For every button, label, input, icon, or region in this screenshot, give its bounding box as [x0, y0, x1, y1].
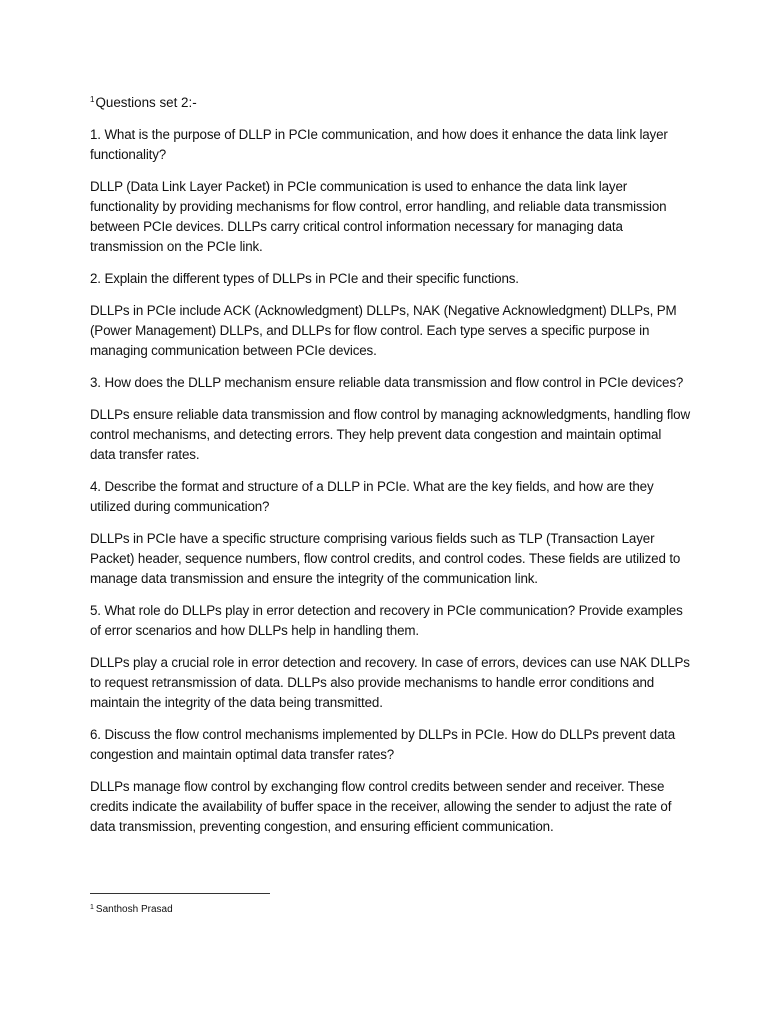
heading-text: Questions set 2:-: [95, 95, 197, 110]
answer-5: DLLPs play a crucial role in error detection and recovery. In case of errors, devices can use NAK DLLPs to request retransmission of data. DLLPs also provide mechanisms to handle error conditions and maintain the integrity of the data being transmitted.: [90, 655, 690, 710]
answer-2: DLLPs in PCIe include ACK (Acknowledgment) DLLPs, NAK (Negative Acknowledgment) DLLPs, PM (Power Management) DLLPs, and DLLPs for flow control. Each type serves a specific purpose in managing communication between PCIe devices.: [90, 303, 677, 358]
question-5: 5. What role do DLLPs play in error detection and recovery in PCIe communication? Provide examples of error scenarios and how DLLPs help in handling them.: [90, 603, 683, 638]
page-heading: [90, 93, 690, 113]
document-body: [90, 93, 690, 849]
footnote-text: Santhosh Prasad: [95, 904, 173, 915]
answer-3: DLLPs ensure reliable data transmission and flow control by managing acknowledgments, handling flow control mechanisms, and detecting errors. They help prevent data congestion and maintain optimal data transfer rates.: [90, 407, 690, 462]
footnote-divider: [90, 893, 270, 894]
question-4: 4. Describe the format and structure of a DLLP in PCIe. What are the key fields, and how are they utilized during communication?: [90, 479, 654, 514]
question-3: 3. How does the DLLP mechanism ensure reliable data transmission and flow control in PCIe devices?: [90, 375, 684, 390]
footnote-marker: 1: [90, 904, 94, 911]
question-1: 1. What is the purpose of DLLP in PCIe communication, and how does it enhance the data link layer functionality?: [90, 127, 668, 162]
answer-4: DLLPs in PCIe have a specific structure comprising various fields such as TLP (Transaction Layer Packet) header, sequence numbers, flow control credits, and control codes. These fields are utilized to manage data transmission and ensure the integrity of the communication link.: [90, 531, 681, 586]
answer-6: DLLPs manage flow control by exchanging flow control credits between sender and receiver. These credits indicate the availability of buffer space in the receiver, allowing the sender to adjust the rate of data transmission, preventing congestion, and ensuring efficient communication.: [90, 779, 672, 834]
footnote-reference-marker: 1: [90, 95, 95, 104]
answer-1: DLLP (Data Link Layer Packet) in PCIe communication is used to enhance the data link layer functionality by providing mechanisms for flow control, error handling, and reliable data transmission between PCIe devices. DLLPs carry critical control information necessary for managing data transmission on the PCIe link.: [90, 179, 667, 254]
question-2: 2. Explain the different types of DLLPs in PCIe and their specific functions.: [90, 271, 519, 286]
footnote: [90, 901, 173, 917]
question-6: 6. Discuss the flow control mechanisms implemented by DLLPs in PCIe. How do DLLPs prevent data congestion and maintain optimal data transfer rates?: [90, 727, 676, 762]
